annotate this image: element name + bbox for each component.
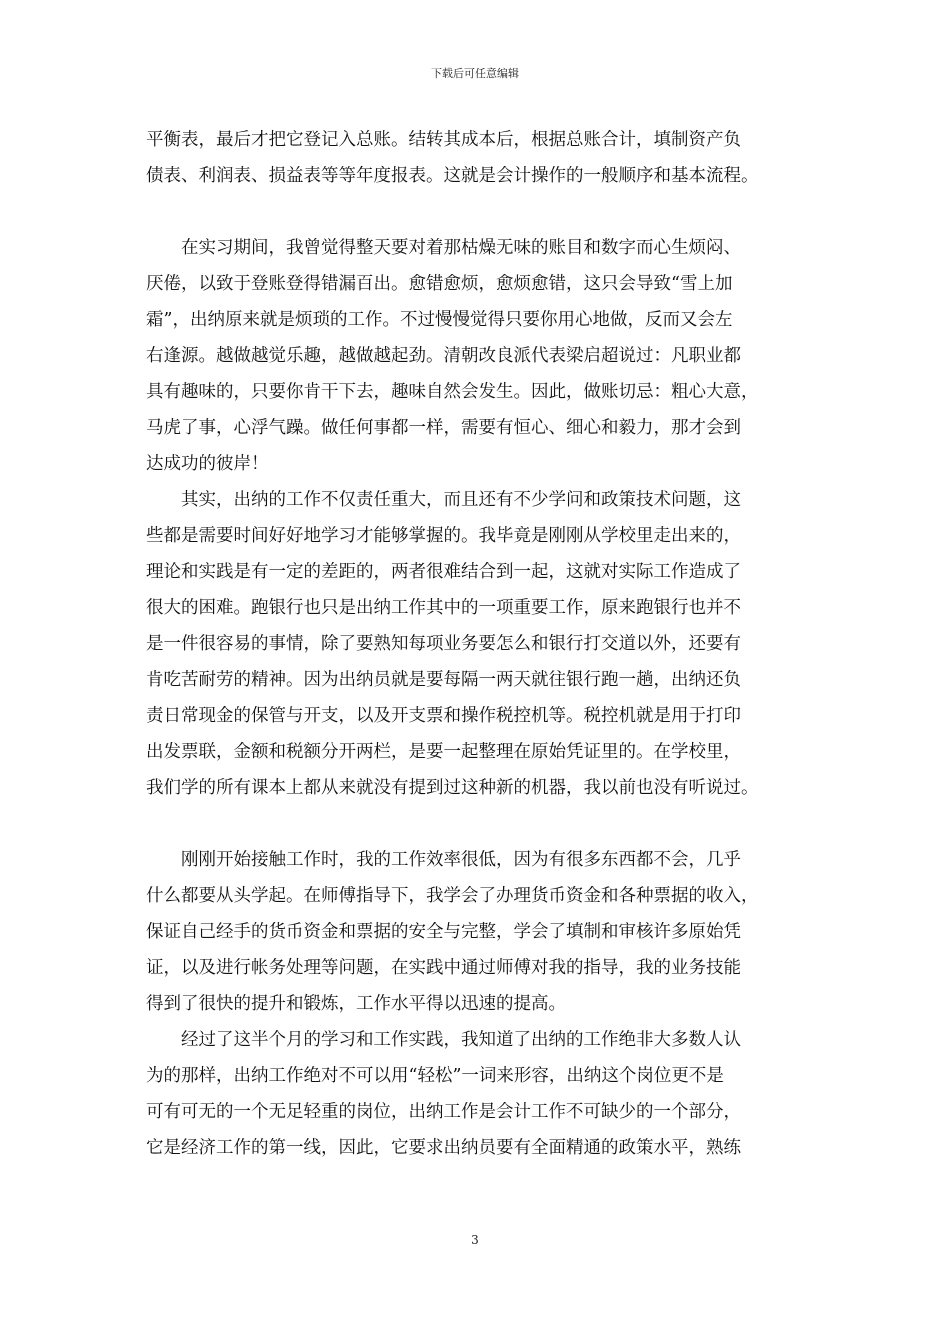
text-line: 证，以及进行帐务处理等问题，在实践中通过师傅对我的指导，我的业务技能 — [146, 958, 741, 978]
text-line: 可有可无的一个无足轻重的岗位，出纳工作是会计工作不可缺少的一个部分， — [146, 1102, 741, 1122]
text-line: 是一件很容易的事情，除了要熟知每项业务要怎么和银行打交道以外，还要有 — [146, 634, 741, 654]
text-line: 霜”，出纳原来就是烦琐的工作。不过慢慢觉得只要你用心地做，反而又会左 — [146, 310, 733, 330]
text-line: 马虎了事，心浮气躁。做任何事都一样，需要有恒心、细心和毅力，那才会到 — [146, 418, 741, 438]
text-line: 经过了这半个月的学习和工作实践，我知道了出纳的工作绝非大多数人认 — [146, 1030, 741, 1050]
text-line: 债表、利润表、损益表等等年度报表。这就是会计操作的一般顺序和基本流程。 — [146, 166, 759, 186]
text-line: 保证自己经手的货币资金和票据的安全与完整，学会了填制和审核许多原始凭 — [146, 922, 741, 942]
text-line: 为的那样，出纳工作绝对不可以用“轻松”一词来形容，出纳这个岗位更不是 — [146, 1066, 724, 1086]
text-line: 它是经济工作的第一线，因此，它要求出纳员要有全面精通的政策水平，熟练 — [146, 1138, 741, 1158]
page-header: 下载后可任意编辑 — [431, 67, 519, 80]
text-line: 在实习期间，我曾觉得整天要对着那枯燥无味的账目和数字而心生烦闷、 — [146, 238, 741, 258]
text-line: 具有趣味的，只要你肯干下去，趣味自然会发生。因此，做账切忌：粗心大意， — [146, 382, 759, 402]
page-number: 3 — [471, 1233, 479, 1247]
text-line: 厌倦，以致于登账登得错漏百出。愈错愈烦，愈烦愈错，这只会导致“雪上加 — [146, 274, 733, 294]
text-line: 刚刚开始接触工作时，我的工作效率很低，因为有很多东西都不会，几乎 — [146, 850, 741, 870]
text-line: 很大的困难。跑银行也只是出纳工作其中的一项重要工作，原来跑银行也并不 — [146, 598, 741, 618]
text-line: 其实，出纳的工作不仅责任重大，而且还有不少学问和政策技术问题，这 — [146, 490, 741, 510]
text-line: 右逢源。越做越觉乐趣，越做越起劲。清朝改良派代表梁启超说过：凡职业都 — [146, 346, 741, 366]
text-line: 什么都要从头学起。在师傅指导下，我学会了办理货币资金和各种票据的收入， — [146, 886, 759, 906]
text-line: 得到了很快的提升和锻炼，工作水平得以迅速的提高。 — [146, 994, 566, 1014]
text-line: 出发票联，金额和税额分开两栏，是要一起整理在原始凭证里的。在学校里， — [146, 742, 741, 762]
text-line: 我们学的所有课本上都从来就没有提到过这种新的机器，我以前也没有听说过。 — [146, 778, 759, 798]
text-line: 理论和实践是有一定的差距的，两者很难结合到一起，这就对实际工作造成了 — [146, 562, 741, 582]
text-line: 些都是需要时间好好地学习才能够掌握的。我毕竟是刚刚从学校里走出来的， — [146, 526, 741, 546]
text-line: 达成功的彼岸！ — [146, 454, 269, 474]
text-line: 责日常现金的保管与开支，以及开支票和操作税控机等。税控机就是用于打印 — [146, 706, 741, 726]
text-line: 肯吃苦耐劳的精神。因为出纳员就是要每隔一两天就往银行跑一趟，出纳还负 — [146, 670, 741, 690]
text-line: 平衡表，最后才把它登记入总账。结转其成本后，根据总账合计，填制资产负 — [146, 130, 741, 150]
